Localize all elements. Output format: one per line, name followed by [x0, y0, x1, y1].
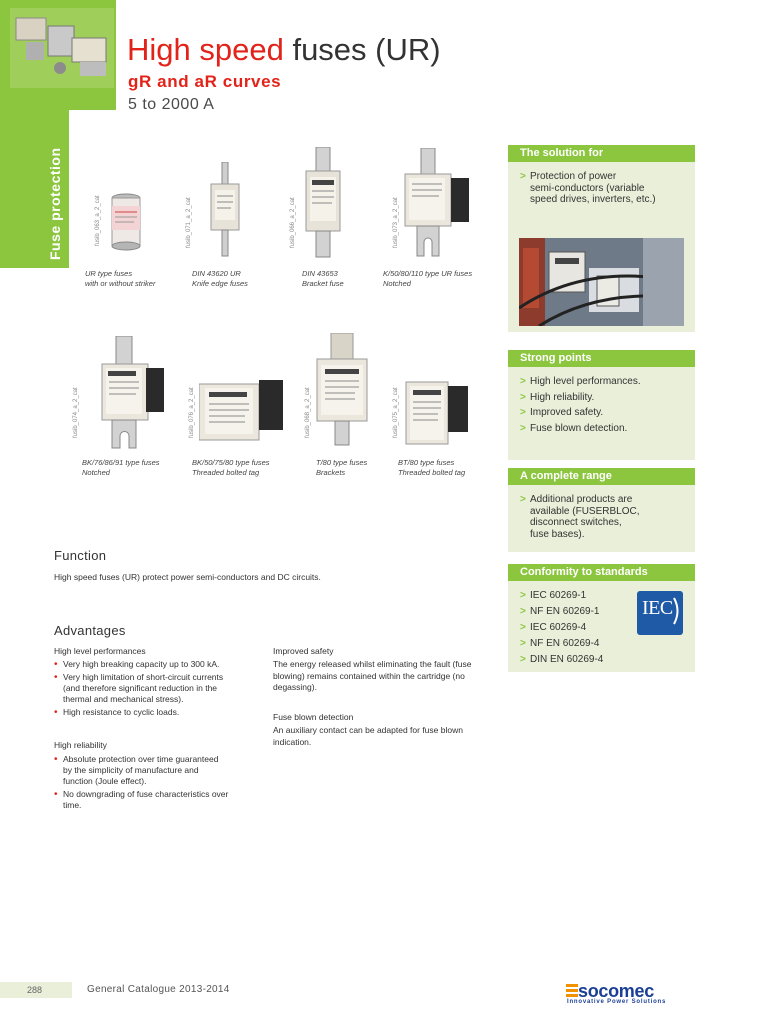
fuse-image-code: fusib_075_a_2_cat: [393, 387, 399, 438]
panel-standards-list: [520, 590, 603, 670]
fuse-image-notched-k: [403, 148, 471, 260]
fuse-caption-line2: Bracket fuse: [302, 279, 344, 288]
fuse-image-code: fusib_068_a_2_cat: [305, 387, 311, 438]
header-product-photo: [10, 8, 114, 88]
fuse-caption-line2: Threaded bolted tag: [398, 468, 466, 477]
application-photo: [519, 238, 684, 326]
list-item: > Improved safety.: [520, 407, 641, 419]
page-number: 288: [27, 985, 43, 995]
function-title: Function: [54, 548, 107, 563]
advantages-title: Advantages: [54, 623, 126, 638]
page-subtitle-curves: gR and aR curves: [128, 72, 282, 91]
fuse-caption-line1: T/80 type fuses: [316, 458, 368, 467]
list-item: • High resistance to cyclic loads.: [54, 707, 264, 718]
fuse-image-notched-bk: [100, 336, 166, 450]
list-item: > NF EN 60269-4: [520, 638, 603, 650]
list-item: > Fuse blown detection.: [520, 423, 641, 435]
fuse-caption-line1: DIN 43653: [302, 269, 338, 278]
fuse-caption-line1: K/50/80/110 type UR fuses: [383, 269, 473, 278]
fuse-image-code: fusib_063_a_2_cat: [95, 195, 101, 246]
fuse-caption-line1: BT/80 type fuses: [398, 458, 455, 467]
list-item: • No downgrading of fuse characteristics over time.: [54, 789, 264, 811]
panel-solution-list: [520, 171, 656, 210]
reliability-list: [54, 754, 264, 813]
list-item: > NF EN 60269-1: [520, 606, 603, 618]
safety-title: Improved safety: [273, 646, 334, 656]
fuse-image-code: fusib_076_a_2_cat: [189, 387, 195, 438]
fuse-image-threaded-bk: [199, 376, 287, 446]
page-subtitle-range: 5 to 2000 A: [128, 96, 215, 113]
fuse-caption-line2: with or without striker: [85, 279, 156, 288]
fuse-image-knife-edge: [205, 162, 245, 258]
fuse-caption-line1: BK/76/86/91 type fuses: [82, 458, 160, 467]
blown-text: An auxiliary contact can be adapted for fuse blown indication.: [273, 725, 463, 747]
footer-catalogue: General Catalogue 2013-2014: [87, 984, 230, 995]
iec-logo-text: IEC: [642, 597, 673, 619]
panel-strong-list: [520, 376, 641, 438]
fuse-image-bracket: [302, 147, 344, 259]
list-item: > Protection of power semi-conductors (variable speed drives, inverters, etc.): [520, 171, 656, 206]
list-item: > IEC 60269-1: [520, 590, 603, 602]
list-item: > DIN EN 60269-4: [520, 654, 603, 666]
panel-standards-title: Conformity to standards: [508, 564, 695, 581]
list-item: • Very high limitation of short-circuit currents (and therefore significant reduction in the thermal and mechanical stress).: [54, 672, 264, 705]
fuse-image-ur-cylindrical: [106, 192, 146, 252]
iec-logo-mark-icon: [672, 596, 682, 626]
fuse-caption-line2: Threaded bolted tag: [192, 468, 260, 477]
fuse-caption-line2: Notched: [82, 468, 110, 477]
fuse-caption-line1: UR type fuses: [85, 269, 133, 278]
title-rest: fuses (UR): [283, 32, 441, 67]
list-item: > High reliability.: [520, 392, 641, 404]
fuse-image-code: fusib_071_a_2_cat: [186, 197, 192, 248]
fuse-image-code: fusib_073_a_2_cat: [393, 197, 399, 248]
socomec-tagline: Innovative Power Solutions: [567, 999, 667, 1005]
safety-text: The energy released whilst eliminating the fault (fuse blowing) remains contained within the cartridge (no degassing).: [273, 659, 472, 692]
page-title: [127, 32, 441, 68]
fuse-caption-line2: Brackets: [316, 468, 346, 477]
socomec-logo-icon: [566, 984, 578, 998]
list-item: > High level performances.: [520, 376, 641, 388]
fuse-caption-line2: Knife edge fuses: [192, 279, 248, 288]
high-level-list: [54, 659, 264, 720]
blown-title: Fuse blown detection: [273, 712, 354, 722]
function-text: High speed fuses (UR) protect power semi-conductors and DC circuits.: [54, 572, 321, 582]
fuse-caption-line1: BK/50/75/80 type fuses: [192, 458, 270, 467]
title-accent: High speed: [127, 32, 284, 67]
fuse-image-bracket-t: [313, 333, 371, 447]
panel-range-title: A complete range: [508, 468, 695, 485]
panel-strong-title: Strong points: [508, 350, 695, 367]
fuse-image-code: fusib_074_a_2_cat: [73, 387, 79, 438]
list-item: > Additional products are available (FUSERBLOC, disconnect switches, fuse bases).: [520, 494, 639, 540]
fuse-image-code: fusib_066_a_2_cat: [290, 197, 296, 248]
fuse-caption-line2: Notched: [383, 279, 411, 288]
list-item: > IEC 60269-4: [520, 622, 603, 634]
fuse-caption-line1: DIN 43620 UR: [192, 269, 241, 278]
side-section-label: Fuse protection: [47, 147, 63, 260]
fuse-image-threaded-bt: [404, 380, 470, 446]
panel-range-list: [520, 494, 639, 544]
list-item: • Very high breaking capacity up to 300 kA.: [54, 659, 264, 670]
reliability-title: High reliability: [54, 740, 107, 750]
socomec-logo-text: socomec: [578, 981, 654, 1001]
list-item: • Absolute protection over time guaranteed by the simplicity of manufacture and function (Joule effect).: [54, 754, 264, 787]
panel-solution-title: The solution for: [508, 145, 695, 162]
high-level-title: High level performances: [54, 646, 146, 656]
